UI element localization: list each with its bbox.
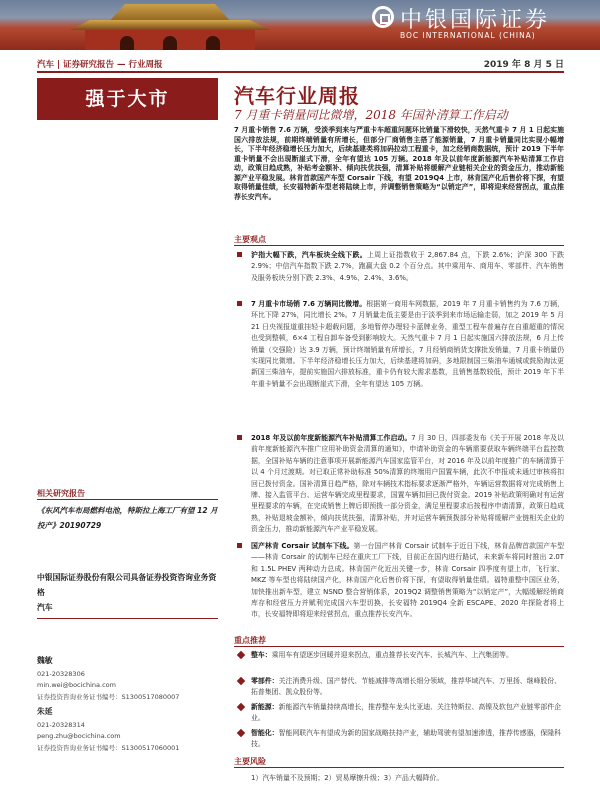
rec-item: [234, 728, 564, 752]
rec-lead: 新能源：: [251, 703, 279, 711]
point-item: [234, 541, 564, 629]
bank-name-cn: 中银国际证券: [400, 8, 551, 33]
point-item: [234, 250, 564, 294]
palace-door-decoration: [163, 36, 177, 50]
rec-item: [234, 650, 564, 674]
analyst-phone: 021-20328306: [37, 670, 85, 678]
section-divider: [234, 767, 564, 768]
related-reports-heading: 相关研究报告: [37, 489, 85, 498]
report-subtitle: 7 月重卡销量同比微增，2018 年国补清算工作启动: [234, 108, 508, 122]
industry-label: 汽车: [37, 603, 53, 612]
report-title: 汽车行业周报: [234, 84, 360, 108]
left-divider: [37, 499, 218, 500]
square-bullet-icon: [237, 435, 242, 440]
section-divider: [234, 646, 564, 647]
point-lead: 2018 年及以前年度新能源汽车补贴清算工作启动。: [251, 434, 412, 442]
left-divider: [37, 618, 218, 619]
boc-logo-icon: [372, 6, 394, 28]
point-lead: 7 月重卡市场销 7.6 万辆同比微增。: [251, 300, 367, 308]
rating-badge: 强于大市: [37, 78, 218, 120]
section-divider: [234, 245, 564, 246]
section-heading-recs: 重点推荐: [234, 636, 266, 645]
rec-item: [234, 676, 564, 700]
report-date: 2019 年 8 月 5 日: [483, 60, 564, 70]
analyst-cert: 证券投资咨询业务证书编号：S1300517060001: [37, 744, 180, 752]
point-text: 上周上证指数收于 2,867.84 点，下跌 2.6%；沪深 300 下跌 2.9%；中信汽车指数下跌 2.7%，跑赢大盘 0.2 个百分点。其中乘用车、商用车、零部件、汽车销售及服务板块分别下跌 2.3%、4.9%、2.4%、3.6%。: [251, 251, 565, 282]
bank-name-en: BOC INTERNATIONAL (CHINA): [400, 31, 536, 40]
risk-item: [234, 772, 564, 782]
rec-text: 乘用车有望逐步回暖并迎来拐点，重点推荐长安汽车、长城汽车、上汽集团等。: [271, 651, 513, 659]
rec-lead: 智能化：: [251, 729, 279, 737]
diamond-bullet-icon: [237, 703, 245, 711]
section-heading-risk: 主要风险: [234, 757, 266, 766]
related-report-link[interactable]: 《东风汽车布局燃料电池，特斯拉上海工厂有望 12 月投产》20190729: [37, 506, 218, 530]
rec-text: 新能源汽车销量持续高增长，推荐整车龙头比亚迪、关注特斯拉、高镍及软包产业链零部件企业。: [251, 703, 562, 723]
diamond-bullet-icon: [237, 677, 245, 685]
section-heading-points: 主要观点: [234, 235, 266, 244]
analyst-email[interactable]: min.wei@bocichina.com: [37, 681, 116, 689]
square-bullet-icon: [237, 301, 242, 306]
point-item: [234, 433, 565, 534]
analyst-name: 魏敏: [37, 656, 53, 665]
palace-door-decoration: [120, 36, 134, 50]
analyst-cert: 证券投资咨询业务证书编号：S1300517080007: [37, 693, 180, 701]
rec-lead: 整车：: [251, 651, 272, 659]
point-text: 7 月 30 日，四部委发布《关于开展 2018 年及以前年度新能源汽车推广应用补助资金清算的通知》，申请补助资金的车辆需要获取车辆终端平台监控数据，全国补贴车辆的注意事项开展新能源汽车国家监管平台，对 2016 年及以前年度推广的车辆清算于以 4 个月过渡期。对已取正常补助标准 50%清算的终端用户国置车辆，此次不申报或未通过审核将扣回已拨付资金。国补清算日趋严格，除对车辆技术指标要求逐渐严格外，车辆运营数据将对完成销售上牌、接入监管平台、运营车辆完成里程要求，国置车辆扣回已拨付资金。2019 补贴政策明确对有运营里程要求的车辆，在完成销售上牌后即预拨一部分资金，满足里程要求后按程序申请清算，政策日趋成熟，补贴退坡金额补，倾向扶优扶强，清算补贴，并对运营车辆预拨部分补贴将缓解产业链相关企业的资金压力，推动新能源汽车产业平稳发展。: [251, 434, 565, 534]
square-bullet-icon: [237, 543, 242, 548]
analyst-phone: 021-20328314: [37, 721, 85, 729]
diamond-bullet-icon: [237, 651, 245, 659]
point-lead: 国产林肯 Corsair 试制车下线。: [251, 542, 354, 550]
diamond-bullet-icon: [237, 729, 245, 737]
rec-lead: 零部件：: [251, 677, 279, 685]
point-text: 根据第一商用车网数据，2019 年 7 月重卡销售约为 7.6 万辆，环比下降 27%，同比增长 2%。7 月销量走低主要是由于淡季到来市场运输走弱，加之 2019 年 5 月 21 日央视报道重挂轻卡超载问题，多地暂停办理轻卡蓝牌业务，重型工程车普遍存在自重超重的情况也受到整顿，6×4 工程自卸车备受到影响较大。天然气重卡 7 月 1 日起实施国六排放法规，6 月上传销量（交强险）达 3.9 万辆，预计终端销量有所增长，7 月经销商销货支撑批发销量，7 月重卡销量仍实现同比微增。下半年经济稳增长压力加大，后续基建将加码，多地限制国三柴油车通城或鼓励淘汰更新国三柴油车，提前实施国六排放标准，重卡仍有较大需求基数，且销售基数较低，预计 2019 年下半年重卡销量不会出现断崖式下滑，全年有望达 105 万辆。: [251, 300, 564, 388]
company-qualification: 中银国际证券股份有限公司具备证券投资咨询业务资格: [37, 573, 217, 597]
point-lead: 沪指大幅下跌，汽车板块全线下跌。: [251, 251, 368, 259]
square-bullet-icon: [237, 252, 242, 257]
analyst-name: 朱延: [37, 707, 53, 716]
report-category: 汽车 | 证券研究报告 — 行业周报: [37, 60, 163, 70]
point-text: 第一台国产林肯 Corsair 试制车于近日下线，林肯品牌首款国产车型——林肯 Corsair 的试制车已经在重庆工厂下线，目前正在国内进行路试，未来新车将同时推出 2.0T 和 1.5L PHEV 两种动力总成。林肯国产化近出关键一步，林肯 Corsair 四季度有望上市，飞行家、MKZ 等车型也将陆续国产化，林肯国产化后售价将下探，有望取得销量佳绩。福特重整中国区业务，加快推出新车型，建立 NSND 整合营销体系，2019Q2 调整销售策略为“以销定产”，大幅缓解经销商库存和经营压力并赋利完成国六车型切换，长安福特 2019Q4 全新 ESCAPE、2020 年探险者将上市，长安福特即将迎来经营拐点，重点推荐长安汽车。: [251, 542, 564, 619]
risk-text: 1）汽车销量不及预期；2）贸易摩擦升级；3）产品大幅降价。: [251, 774, 444, 782]
header-divider: [37, 71, 564, 73]
palace-eave-decoration: [70, 20, 270, 30]
summary-paragraph: 7 月重卡销售 7.6 万辆，受淡季到来与严重卡车超重问题环比销量下滑较快，天然气重卡 7 月 1 日起实施国六排放法规，前期终端销量有所增长，但部分厂商销售主搭了能源销量，7 月重卡销量同比实现小幅增长，下半年经济稳增长压力加大，后续基建类将加码拉动工程重卡，加之经销商数据统，预计 2019 下半年重卡销量不会出现断崖式下滑，全年有望达 105 万辆。2018 年及以前年度新能源汽车补贴清算工作启动，政策目趋成熟，补贴考金额补、倾向扶优扶强，清算补贴将缓解产业链相关企业的资金压力，推动新能源产业平稳发展。林肯首款国产车型 Corsair 下线，有望 2019Q4 上市，林肯国产化后售价将下探，有望取得销量佳绩，长安福特新车型老将陆续上市，并调整销售策略为“以销定产”，即将迎来经营拐点，重点推荐长安汽车。: [234, 126, 564, 201]
header-banner: [0, 0, 600, 50]
point-item: [234, 299, 564, 419]
palace-door-decoration: [206, 36, 220, 50]
analyst-email[interactable]: peng.zhu@bocichina.com: [37, 732, 121, 740]
rec-text: 智能网联汽车有望成为新的国家战略扶持产业，辅助驾驶有望加速渗透，推荐传感器，保隆科技。: [251, 729, 562, 749]
rec-text: 关注消费升级、国产替代、节能减排等高增长细分领域，推荐华域汽车、万里扬、继峰股份、拓普集团、凯众股份等。: [251, 677, 562, 697]
rec-item: [234, 702, 564, 726]
